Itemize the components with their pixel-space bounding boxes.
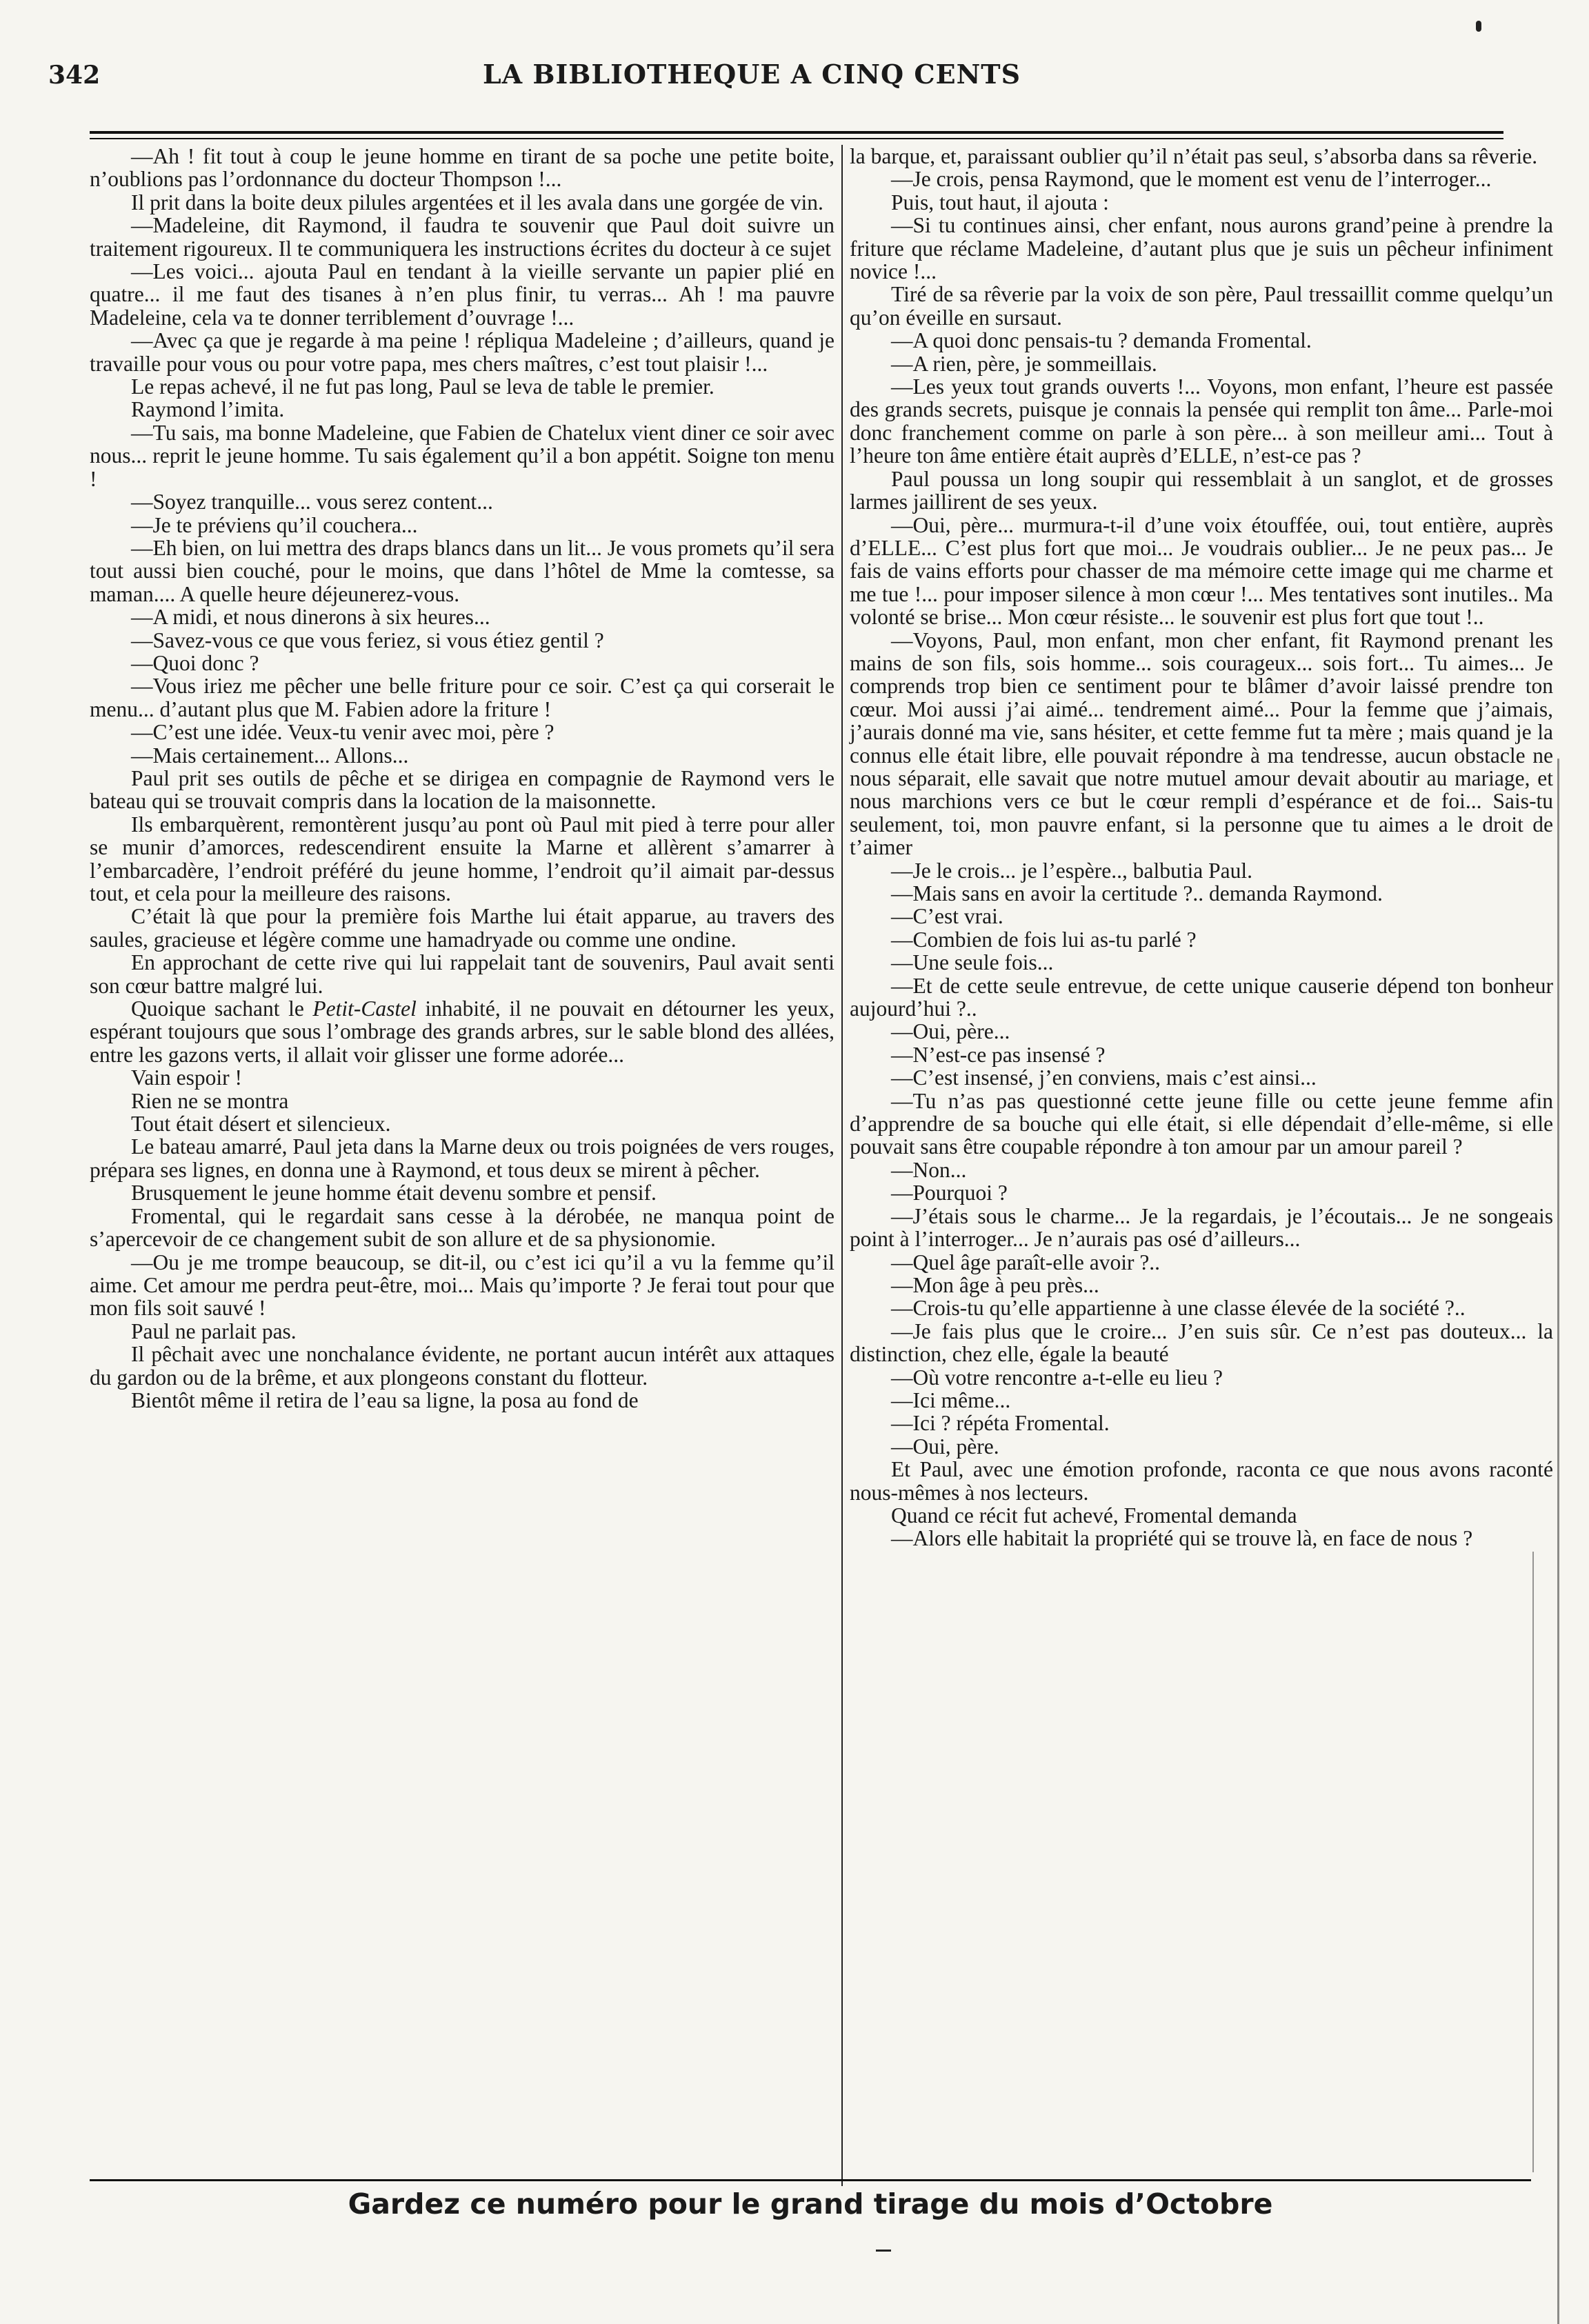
paragraph: —Je te préviens qu’il couchera... — [131, 512, 418, 537]
paragraph: —Combien de fois lui as-tu parlé ? — [891, 927, 1197, 952]
paragraph: —Vous iriez me pêcher une belle friture pour ce soir. C’est ça qui corserait le menu... d’autant plus que M. Fabien adore la friture ! — [90, 674, 835, 721]
paragraph-text: inhabité, il ne pouvait en détourner les yeux, espérant toujours que sous l’ombrage des grands arbres, sur le sable blond des allées, entre les gazons verts, il allait voir glisser une forme adorée... — [90, 996, 835, 1067]
paragraph: —Je le crois... je l’espère.., balbutia Paul. — [891, 858, 1252, 883]
ink-mark — [1476, 21, 1481, 32]
paragraph: Le repas achevé, il ne fut pas long, Paul se leva de table le premier. — [131, 374, 714, 399]
paragraph: —Ici même... — [891, 1388, 1011, 1412]
paragraph: —Si tu continues ainsi, cher enfant, nous aurons grand’peine à prendre la friture que réclame Madeleine, d’autant plus que je suis un pêcheur infiniment novice !... — [850, 213, 1553, 284]
paragraph: —A midi, et nous dinerons à six heures... — [131, 605, 490, 630]
paragraph: —Soyez tranquille... vous serez content... — [131, 490, 493, 514]
paragraph: Paul ne parlait pas. — [131, 1319, 297, 1343]
paragraph: —Tu sais, ma bonne Madeleine, que Fabien de Chatelux vient diner ce soir avec nous... reprit le jeune homme. Tu sais également qu’il a bon appétit. Soigne ton menu ! — [90, 420, 835, 491]
paragraph: —J’étais sous le charme... Je la regardais, je l’écoutais... Je ne songeais point à l’interroger... Je n’aurais pas osé d’ailleurs... — [850, 1203, 1553, 1252]
paragraph: —Savez-vous ce que vous feriez, si vous étiez gentil ? — [131, 628, 604, 652]
paragraph: Tiré de sa rêverie par la voix de son père, Paul tressaillit comme quelqu’un qu’on éveille en sursaut. — [850, 282, 1553, 330]
paragraph: C’était là que pour la première fois Marthe lui était apparue, au travers des saules, gracieuse et légère comme une hamadryade ou comme une ondine. — [90, 904, 835, 952]
paragraph — [90, 997, 835, 1066]
paragraph: —Où votre rencontre a-t-elle eu lieu ? — [891, 1365, 1223, 1390]
paragraph: —Mon âge à peu près... — [891, 1272, 1099, 1297]
paragraph: —Voyons, Paul, mon enfant, mon cher enfant, fit Raymond prenant les mains de son fils, sois homme... sois courageux... sois fort... Tu aimes... Je comprends trop bien ce sentiment pour te blâmer d’avoir laissé prendre ton cœur. Moi aussi j’ai aimé... tendrement aimé... Pour la femme que j’aimais, j’aurais donné ma vie, sans hésiter, et cette femme fut ta mère ; mais quand je la connus elle était libre, elle pouvait répondre à ma tendresse, aucun obstacle ne nous séparait, elle savait que notre mutuel amour devait aboutir au mariage, et nous marchions vers ce but le cœur rempli d’espérance et de foi... Sais-tu seulement, toi, mon pauvre enfant, si la personne que tu aimes a le droit de t’aimer — [850, 628, 1553, 860]
paragraph: Le bateau amarré, Paul jeta dans la Marne deux ou trois poignées de vers rouges, prépara ses lignes, en donna une à Raymond, et tous deux se mirent à pêcher. — [90, 1134, 835, 1182]
paragraph: —Ah ! fit tout à coup le jeune homme en tirant de sa poche une petite boite, n’oublions pas l’ordonnance du docteur Thompson !... — [90, 144, 835, 192]
paragraph: —Oui, père. — [891, 1434, 999, 1459]
paragraph: —Mais certainement... Allons... — [131, 743, 409, 768]
paragraph: Bientôt même il retira de l’eau sa ligne, la posa au fond de — [131, 1388, 639, 1412]
footer-dash — [876, 2250, 891, 2252]
paragraph: —Oui, père... murmura-t-il d’une voix étouffée, oui, tout entière, auprès d’ELLE... C’est plus fort que moi... Je voudrais oublier... Je ne peux pas... Je fais de vains efforts pour chasser de ma mémoire cette image qui me charme et me tue !... pour imposer silence à mon cœur !... Mes tentatives sont inutiles.. Ma volonté se brise... Mon cœur résiste... le souvenir est plus fort que tout !.. — [850, 512, 1553, 630]
paragraph: —Crois-tu qu’elle appartienne à une classe élevée de la société ?.. — [891, 1296, 1466, 1321]
page-edge — [1557, 759, 1559, 2324]
paragraph: —Tu n’as pas questionné cette jeune fille ou cette jeune femme afin d’apprendre de sa bouche qui elle était, si elle dépendait d’elle-même, si elle pouvait sans être coupable répondre à ton amour par un amour pareil ? — [850, 1088, 1553, 1159]
running-title: LA BIBLIOTHEQUE A CINQ CENTS — [482, 59, 1021, 90]
paragraph: Puis, tout haut, il ajouta : — [891, 190, 1109, 214]
paragraph: —Les voici... ajouta Paul en tendant à la vieille servante un papier plié en quatre... il me faut des tisanes à n’en plus finir, tu verras... Ah ! ma pauvre Madeleine, cela va te donner terriblement d’ouvrage !... — [90, 259, 835, 330]
paragraph: Fromental, qui le regardait sans cesse à la dérobée, ne manqua point de s’apercevoir de ce changement subit de son allure et de sa physionomie. — [90, 1203, 835, 1252]
paragraph: —Madeleine, dit Raymond, il faudra te souvenir que Paul doit suivre un traitement rigoureux. Il te communiquera les instructions écrites du docteur à ce sujet — [90, 213, 835, 261]
paragraph: —Avec ça que je regarde à ma peine ! répliqua Madeleine ; d’ailleurs, quand je travaille pour vous ou pour votre papa, mes chers maîtres, c’est tout plaisir !... — [90, 328, 835, 376]
paragraph: —Quel âge paraît-elle avoir ?.. — [891, 1250, 1161, 1274]
paragraph: —C’est vrai. — [891, 904, 1003, 929]
footer-notice: Gardez ce numéro pour le grand tirage du mois d’Octobre — [348, 2187, 1273, 2221]
paragraph: —Les yeux tout grands ouverts !... Voyons, mon enfant, l’heure est passée des grands secrets, puisque je connais la pensée qui remplit ton âme... Parle-moi donc franchement comme on parle à son père... à son meilleur ami... Tout à l’heure ton âme entière était auprès d’ELLE, n’est-ce pas ? — [850, 374, 1553, 468]
column-divider — [841, 145, 843, 2186]
paragraph: —Ici ? répéta Fromental. — [891, 1411, 1110, 1436]
paragraph: —Mais sans en avoir la certitude ?.. demanda Raymond. — [891, 881, 1383, 905]
paragraph-text: Quoique sachant le — [131, 996, 313, 1021]
paragraph: Rien ne se montra — [131, 1088, 289, 1113]
paragraph: —Alors elle habitait la propriété qui se trouve là, en face de nous ? — [891, 1526, 1473, 1551]
paragraph: —Ou je me trompe beaucoup, se dit-il, ou c’est ici qu’il a vu la femme qu’il aime. Cet amour me perdra peut-être, moi... Mais qu’importe ? Je ferai tout pour que mon fils soit sauvé ! — [90, 1250, 835, 1321]
paragraph: —Oui, père... — [891, 1019, 1010, 1044]
paragraph: —C’est insensé, j’en conviens, mais c’est ainsi... — [891, 1065, 1317, 1090]
paragraph: —A quoi donc pensais-tu ? demanda Fromental. — [891, 328, 1312, 353]
header-rule — [90, 131, 1503, 134]
right-column — [850, 145, 1553, 2179]
page-number: 342 — [48, 61, 101, 90]
page-header — [48, 48, 1483, 90]
paragraph: Paul poussa un long soupir qui ressemblait à un sanglot, et de grosses larmes jaillirent de ses yeux. — [850, 466, 1553, 514]
paragraph: —Eh bien, on lui mettra des draps blancs dans un lit... Je vous promets qu’il sera tout aussi bien couché, pour le moins, que dans l’hôtel de Mme la comtesse, sa maman.... A quelle heure déjeunerez-vous. — [90, 535, 835, 606]
paragraph: Paul prit ses outils de pêche et se dirigea en compagnie de Raymond vers le bateau qui se trouvait compris dans la location de la maisonnette. — [90, 765, 835, 814]
paragraph: —Et de cette seule entrevue, de cette unique causerie dépend ton bonheur aujourd’hui ?.. — [850, 973, 1553, 1021]
place-name: Petit-Castel — [312, 996, 417, 1021]
paragraph: Tout était désert et silencieux. — [131, 1112, 391, 1136]
page-edge-inner — [1532, 1552, 1534, 2172]
paragraph: —Je crois, pensa Raymond, que le moment est venu de l’interroger... — [891, 167, 1492, 192]
paragraph: Quand ce récit fut achevé, Fromental demanda — [891, 1503, 1297, 1527]
paragraph: En approchant de cette rive qui lui rappelait tant de souvenirs, Paul avait senti son cœur battre malgré lui. — [90, 950, 835, 998]
paragraph: —Quoi donc ? — [131, 650, 259, 675]
paragraph: —A rien, père, je sommeillais. — [891, 351, 1157, 376]
paragraph: —Je fais plus que le croire... J’en suis sûr. Ce n’est pas douteux... la distinction, chez elle, égale la beauté — [850, 1319, 1553, 1367]
paragraph: la barque, et, paraissant oublier qu’il n’était pas seul, s’absorba dans sa rêverie. — [850, 144, 1538, 168]
paragraph: —Une seule fois... — [891, 950, 1054, 975]
paragraph: Il prit dans la boite deux pilules argentées et il les avala dans une gorgée de vin. — [131, 190, 823, 214]
paragraph: —Non... — [891, 1157, 967, 1182]
paragraph: Et Paul, avec une émotion profonde, raconta ce que nous avons raconté nous-mêmes à nos lecteurs. — [850, 1457, 1553, 1505]
paragraph: Ils embarquèrent, remontèrent jusqu’au pont où Paul mit pied à terre pour aller se munir d’amorces, redescendirent ensuite la Marne et allèrent s’amarrer à l’embarcadère, l’endroit préféré du jeune homme, l’endroit qu’il aimait par-dessus tout, et cela pour la meilleure des raisons. — [90, 812, 835, 905]
paragraph: Raymond l’imita. — [131, 397, 285, 422]
footer-rule — [90, 2179, 1531, 2181]
header-rule-thin — [90, 138, 1503, 139]
left-column — [90, 145, 835, 2179]
paragraph: —N’est-ce pas insensé ? — [891, 1042, 1106, 1067]
paragraph: —Pourquoi ? — [891, 1181, 1008, 1205]
paragraph: Vain espoir ! — [131, 1065, 242, 1090]
paragraph: —C’est une idée. Veux-tu venir avec moi, père ? — [131, 720, 554, 745]
paragraph: Il pêchait avec une nonchalance évidente, ne portant aucun intérêt aux attaques du gardon ou de la brême, et aux plongeons constant du flotteur. — [90, 1342, 835, 1390]
paragraph: Brusquement le jeune homme était devenu sombre et pensif. — [131, 1181, 657, 1205]
